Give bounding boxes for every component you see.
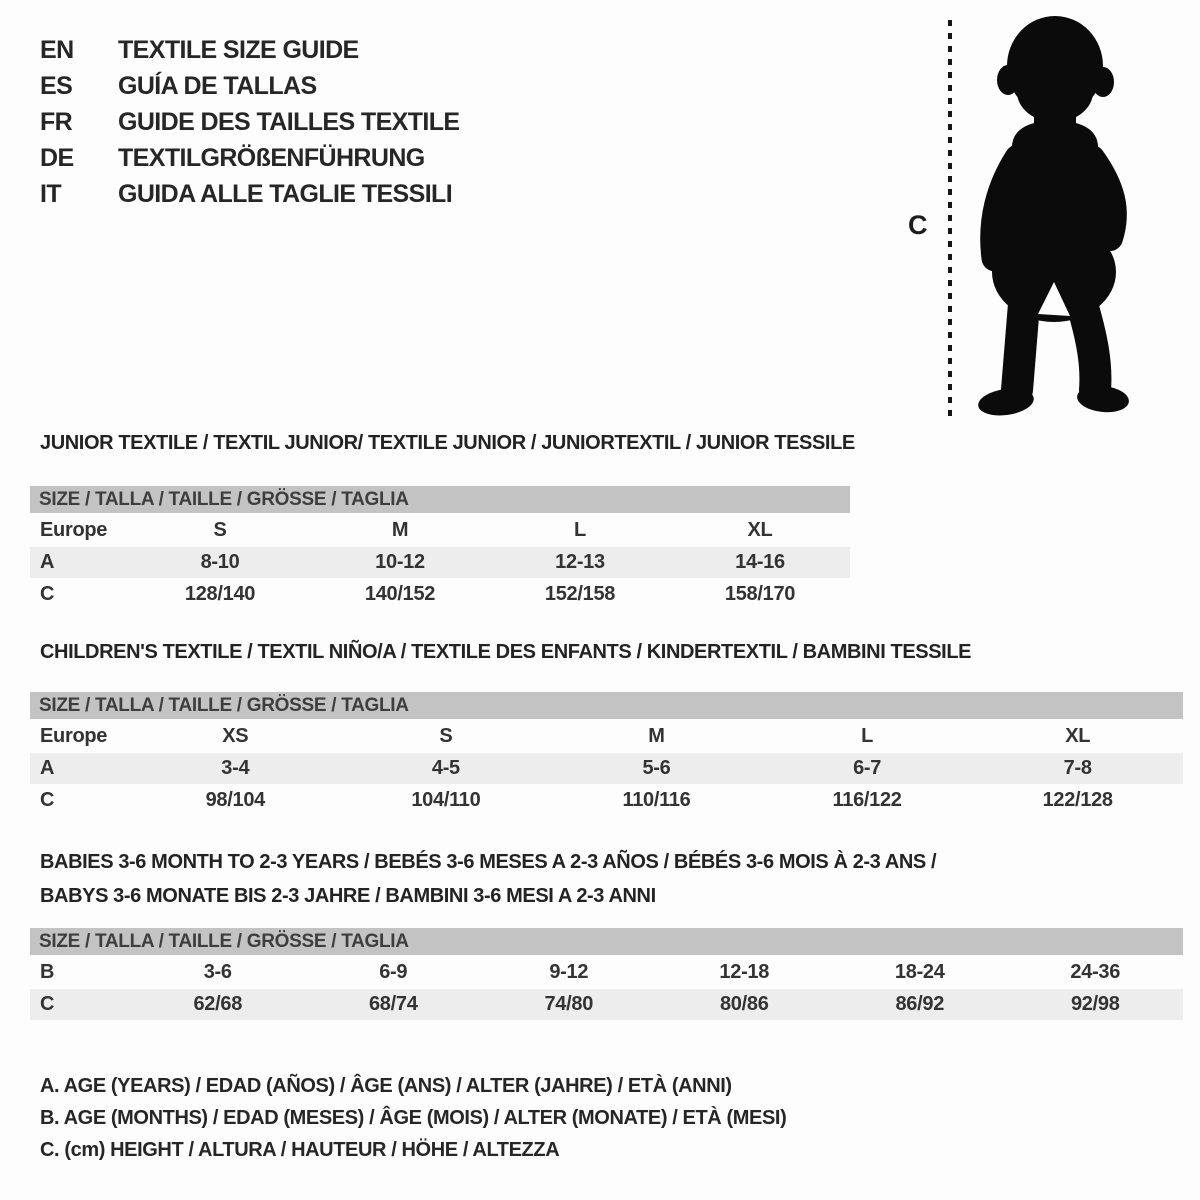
- table-cell: 7-8: [1063, 757, 1092, 779]
- size-header-bar: SIZE / TALLA / TAILLE / GRÖSSE / TAGLIA: [30, 928, 1183, 955]
- table-cell: 18-24: [894, 961, 945, 983]
- table-cell: 3-6: [203, 961, 232, 983]
- language-code: FR: [40, 107, 73, 136]
- guide-title: GUIDA ALLE TAGLIE TESSILI: [118, 179, 453, 208]
- row-label: C: [40, 789, 55, 811]
- table-cell: 122/128: [1042, 789, 1113, 811]
- row-label: A: [40, 551, 55, 573]
- table-cell: 140/152: [364, 583, 436, 605]
- language-row-it: [40, 176, 460, 212]
- table-cell: 80/86: [719, 993, 769, 1015]
- table-cell: 74/80: [544, 993, 594, 1015]
- language-header: [40, 32, 460, 212]
- language-code: EN: [40, 35, 74, 64]
- junior-section-title: JUNIOR TEXTILE / TEXTIL JUNIOR/ TEXTILE JUNIOR / JUNIORTEXTIL / JUNIOR TESSILE: [40, 432, 855, 454]
- language-code: DE: [40, 143, 74, 172]
- table-cell: M: [391, 519, 409, 541]
- table-row: [30, 785, 1183, 816]
- language-row-fr: [40, 104, 460, 140]
- table-cell: S: [213, 519, 227, 541]
- language-row-en: [40, 32, 460, 68]
- table-cell: 14-16: [735, 551, 785, 573]
- language-row-de: [40, 140, 460, 176]
- table-row: [30, 547, 850, 578]
- children-size-table: [30, 692, 1183, 817]
- toddler-silhouette-icon: [956, 8, 1152, 422]
- babies-size-table: [30, 928, 1183, 1021]
- table-cell: 158/170: [724, 583, 796, 605]
- babies-title-line-2: BABYS 3-6 MONATE BIS 2-3 JAHRE / BAMBINI 3-6 MESI A 2-3 ANNI: [40, 885, 656, 907]
- table-cell: 6-9: [379, 961, 408, 983]
- table-row: [30, 957, 1183, 988]
- table-cell: XL: [747, 519, 773, 541]
- table-row: [30, 753, 1183, 784]
- table-cell: L: [574, 519, 586, 541]
- table-cell: 5-6: [642, 757, 671, 779]
- table-cell: M: [648, 725, 665, 747]
- language-row-es: [40, 68, 460, 104]
- table-cell: 116/122: [832, 789, 902, 811]
- table-cell: 12-18: [719, 961, 770, 983]
- table-cell: 98/104: [205, 789, 265, 811]
- height-measure-label: C: [908, 210, 928, 240]
- table-cell: S: [439, 725, 453, 747]
- guide-title: TEXTILGRÖßENFÜHRUNG: [118, 143, 425, 172]
- table-cell: 8-10: [200, 551, 240, 573]
- table-cell: 6-7: [853, 757, 882, 779]
- table-row: [30, 721, 1183, 752]
- table-cell: L: [861, 725, 874, 747]
- language-code: ES: [40, 71, 73, 100]
- table-cell: 104/110: [411, 789, 481, 811]
- table-cell: 152/158: [544, 583, 616, 605]
- height-measure-dashed-line: [948, 20, 952, 418]
- babies-section-title: [40, 845, 936, 913]
- size-header-bar: SIZE / TALLA / TAILLE / GRÖSSE / TAGLIA: [30, 486, 850, 513]
- note-age-months: B. AGE (MONTHS) / EDAD (MESES) / ÂGE (MOIS) / ALTER (MONATE) / ETÀ (MESI): [40, 1107, 787, 1129]
- guide-title: GUIDE DES TAILLES TEXTILE: [118, 107, 460, 136]
- row-label: A: [40, 757, 55, 779]
- table-cell: 3-4: [221, 757, 250, 779]
- table-cell: 62/68: [193, 993, 243, 1015]
- table-cell: 68/74: [368, 993, 418, 1015]
- row-label: Europe: [40, 725, 108, 747]
- row-label: C: [40, 583, 55, 605]
- row-label: Europe: [40, 519, 108, 541]
- table-cell: XL: [1065, 725, 1091, 747]
- table-cell: 110/116: [622, 789, 691, 811]
- table-cell: XS: [222, 725, 249, 747]
- table-cell: 86/92: [895, 993, 945, 1015]
- table-row: [30, 579, 850, 610]
- size-header-bar: SIZE / TALLA / TAILLE / GRÖSSE / TAGLIA: [30, 692, 1183, 719]
- row-label: C: [40, 993, 55, 1015]
- note-age-years: A. AGE (YEARS) / EDAD (AÑOS) / ÂGE (ANS) / ALTER (JAHRE) / ETÀ (ANNI): [40, 1075, 732, 1097]
- table-cell: 128/140: [184, 583, 256, 605]
- children-section-title: CHILDREN'S TEXTILE / TEXTIL NIÑO/A / TEXTILE DES ENFANTS / KINDERTEXTIL / BAMBINI TESSILE: [40, 641, 972, 663]
- language-code: IT: [40, 179, 62, 208]
- row-label: B: [40, 961, 55, 983]
- table-cell: 92/98: [1070, 993, 1120, 1015]
- junior-size-table: [30, 486, 850, 611]
- table-cell: 9-12: [549, 961, 589, 983]
- note-height-cm: C. (cm) HEIGHT / ALTURA / HAUTEUR / HÖHE / ALTEZZA: [40, 1139, 560, 1161]
- table-cell: 4-5: [431, 757, 460, 779]
- table-cell: 24-36: [1070, 961, 1121, 983]
- table-row: [30, 989, 1183, 1020]
- measurement-notes: [40, 1070, 786, 1166]
- guide-title: GUÍA DE TALLAS: [118, 71, 317, 100]
- table-cell: 12-13: [555, 551, 605, 573]
- babies-title-line-1: BABIES 3-6 MONTH TO 2-3 YEARS / BEBÉS 3-6 MESES A 2-3 AÑOS / BÉBÉS 3-6 MOIS À 2-3 ANS /: [40, 851, 937, 873]
- table-cell: 10-12: [375, 551, 425, 573]
- table-row: [30, 515, 850, 546]
- guide-title: TEXTILE SIZE GUIDE: [118, 35, 359, 64]
